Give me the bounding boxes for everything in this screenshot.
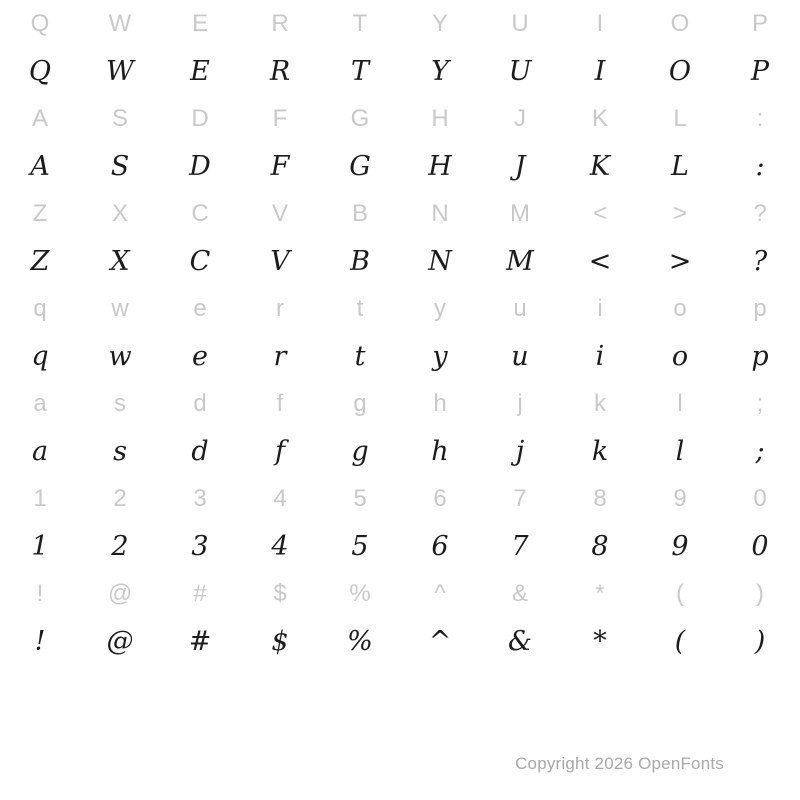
glyph-sample: T [350, 56, 369, 87]
glyph-key-label: % [349, 580, 371, 607]
glyph-key-label: 4 [273, 485, 287, 512]
glyph-key-label: f [276, 390, 284, 417]
glyph-sample: G [349, 151, 371, 182]
glyph-sample-row [0, 139, 800, 194]
glyph-key-label: S [111, 105, 128, 132]
glyph-sample: : [755, 151, 765, 182]
glyph-sample: > [668, 246, 692, 277]
glyph-row-group [0, 4, 800, 99]
glyph-sample: 3 [191, 531, 209, 562]
glyph-sample: q [31, 341, 49, 372]
glyph-key-label: k [594, 390, 606, 417]
glyph-row-group [0, 194, 800, 289]
glyph-key-label: ( [676, 580, 684, 607]
glyph-sample: a [31, 436, 49, 467]
glyph-key-label: O [670, 10, 690, 37]
glyph-key-label: D [191, 105, 209, 132]
glyph-sample: # [188, 626, 212, 657]
glyph-key-label: j [517, 390, 523, 417]
glyph-key-label: W [108, 10, 132, 37]
glyph-sample: 8 [591, 531, 609, 562]
glyph-sample: * [593, 626, 607, 657]
glyph-key-label: t [356, 295, 364, 322]
glyph-key-label: a [33, 390, 47, 417]
glyph-key-label: X [111, 200, 128, 227]
glyph-key-label: * [595, 580, 605, 607]
glyph-key-label: q [33, 295, 47, 322]
glyph-key-label: C [191, 200, 209, 227]
glyph-key-label: ; [756, 390, 764, 417]
glyph-sample: ^ [428, 626, 452, 657]
glyph-sample: I [594, 56, 606, 87]
glyph-key-label: y [434, 295, 446, 322]
glyph-sample: % [347, 626, 373, 657]
glyph-key-label: i [597, 295, 603, 322]
glyph-sample: ) [754, 626, 766, 657]
glyph-key-label-row [0, 574, 800, 614]
glyph-sample: y [432, 341, 448, 372]
glyph-sample: ? [752, 246, 768, 277]
glyph-key-label: 1 [33, 485, 47, 512]
glyph-key-label-row [0, 289, 800, 329]
glyph-sample: O [668, 56, 692, 87]
glyph-sample: B [350, 246, 370, 277]
glyph-sample: X [110, 246, 130, 277]
glyph-key-label: 0 [753, 485, 767, 512]
glyph-key-label-row [0, 384, 800, 424]
glyph-key-label: h [433, 390, 447, 417]
glyph-sample: C [189, 246, 211, 277]
glyph-sample: j [515, 436, 525, 467]
glyph-key-label: 5 [353, 485, 367, 512]
glyph-sample: L [671, 151, 689, 182]
glyph-sample: E [190, 56, 210, 87]
glyph-key-label: ! [36, 580, 44, 607]
glyph-key-label: R [271, 10, 289, 37]
glyph-key-label: w [111, 295, 129, 322]
glyph-sample: @ [106, 626, 134, 657]
glyph-key-label: < [592, 200, 607, 227]
glyph-key-label: J [514, 105, 526, 132]
glyph-key-label: B [351, 200, 368, 227]
glyph-sample: J [514, 151, 526, 182]
glyph-sample: $ [271, 626, 289, 657]
glyph-sample: < [588, 246, 612, 277]
glyph-key-label: # [193, 580, 207, 607]
glyph-key-label: o [673, 295, 687, 322]
glyph-sample: 6 [431, 531, 449, 562]
glyph-sample: d [191, 436, 209, 467]
glyph-row-group [0, 289, 800, 384]
glyph-key-label: ^ [434, 580, 446, 607]
glyph-sample: 1 [31, 531, 49, 562]
glyph-row-group [0, 384, 800, 479]
glyph-row-group [0, 479, 800, 574]
glyph-sample: r [273, 341, 287, 372]
glyph-sample-row [0, 519, 800, 574]
glyph-sample: p [751, 341, 769, 372]
glyph-sample: & [507, 626, 533, 657]
glyph-sample-row [0, 329, 800, 384]
glyph-key-label: d [193, 390, 207, 417]
glyph-sample: l [675, 436, 685, 467]
glyph-sample: f [275, 436, 285, 467]
glyph-key-label: 2 [113, 485, 127, 512]
glyph-key-label: H [431, 105, 449, 132]
glyph-sample: 5 [351, 531, 369, 562]
glyph-key-label: U [511, 10, 529, 37]
glyph-sample: A [30, 151, 50, 182]
glyph-sample: P [750, 56, 770, 87]
glyph-key-label: > [672, 200, 687, 227]
glyph-sample: M [506, 246, 534, 277]
glyph-key-label-row [0, 4, 800, 44]
glyph-sample: N [428, 246, 452, 277]
glyph-sample: Y [431, 56, 449, 87]
glyph-sample: 2 [111, 531, 129, 562]
glyph-sample: h [431, 436, 449, 467]
glyph-key-label: K [591, 105, 608, 132]
glyph-sample: V [270, 246, 290, 277]
glyph-sample: R [269, 56, 291, 87]
glyph-key-label: Y [431, 10, 448, 37]
glyph-sample-row [0, 614, 800, 669]
glyph-key-label: s [114, 390, 126, 417]
glyph-key-label: T [352, 10, 368, 37]
glyph-sample: S [110, 151, 130, 182]
glyph-sample: H [428, 151, 452, 182]
glyph-key-label: r [276, 295, 284, 322]
glyph-sample: k [591, 436, 609, 467]
glyph-sample: s [113, 436, 127, 467]
glyph-sample: ! [34, 626, 46, 657]
glyph-row-group [0, 574, 800, 669]
glyph-sample-row [0, 234, 800, 289]
glyph-sample: ; [755, 436, 765, 467]
glyph-key-label: 8 [593, 485, 607, 512]
glyph-key-label-row [0, 194, 800, 234]
glyph-key-label: $ [273, 580, 287, 607]
glyph-key-label: l [677, 390, 683, 417]
glyph-key-label: 7 [513, 485, 527, 512]
glyph-sample: 7 [511, 531, 529, 562]
glyph-row-group [0, 99, 800, 194]
glyph-key-label: p [753, 295, 767, 322]
glyph-sample: g [351, 436, 369, 467]
glyph-sample: Q [28, 56, 52, 87]
glyph-key-label: e [193, 295, 207, 322]
glyph-key-label: L [673, 105, 687, 132]
glyph-sample: W [106, 56, 134, 87]
copyright-notice: Copyright 2026 OpenFonts [515, 754, 724, 773]
glyph-key-label: Z [32, 200, 48, 227]
glyph-sample: e [192, 341, 208, 372]
glyph-key-label: : [756, 105, 764, 132]
glyph-key-label: ) [756, 580, 764, 607]
glyph-key-label: 3 [193, 485, 207, 512]
glyph-key-label-row [0, 99, 800, 139]
glyph-sample: 4 [271, 531, 289, 562]
glyph-key-label: g [353, 390, 367, 417]
glyph-key-label: P [751, 10, 768, 37]
glyph-sample: D [189, 151, 211, 182]
glyph-sample: Z [30, 246, 50, 277]
glyph-key-label: V [271, 200, 288, 227]
glyph-key-label: ? [753, 200, 767, 227]
glyph-sample: U [508, 56, 532, 87]
glyph-key-label: A [31, 105, 48, 132]
glyph-key-label: G [350, 105, 370, 132]
glyph-key-label: 6 [433, 485, 447, 512]
glyph-sample: 0 [751, 531, 769, 562]
glyph-key-label: & [511, 580, 528, 607]
glyph-sample-row [0, 424, 800, 479]
glyph-sample: F [270, 151, 290, 182]
glyph-key-label: 9 [673, 485, 687, 512]
glyph-key-label: u [513, 295, 527, 322]
glyph-sample: o [671, 341, 689, 372]
glyph-key-label: M [510, 200, 530, 227]
glyph-sample: i [595, 341, 605, 372]
glyph-key-label: F [272, 105, 288, 132]
glyph-sample: u [511, 341, 529, 372]
glyph-sample: w [108, 341, 132, 372]
glyph-key-label: I [596, 10, 604, 37]
glyph-key-label: N [431, 200, 449, 227]
glyph-sample-row [0, 44, 800, 99]
glyph-sample: 9 [671, 531, 689, 562]
glyph-sample: ( [674, 626, 686, 657]
glyph-key-label: E [191, 10, 208, 37]
glyph-key-label-row [0, 479, 800, 519]
glyph-key-label: Q [30, 10, 50, 37]
glyph-sample: K [589, 151, 611, 182]
glyph-key-label: @ [107, 580, 133, 607]
glyph-sample: t [354, 341, 366, 372]
